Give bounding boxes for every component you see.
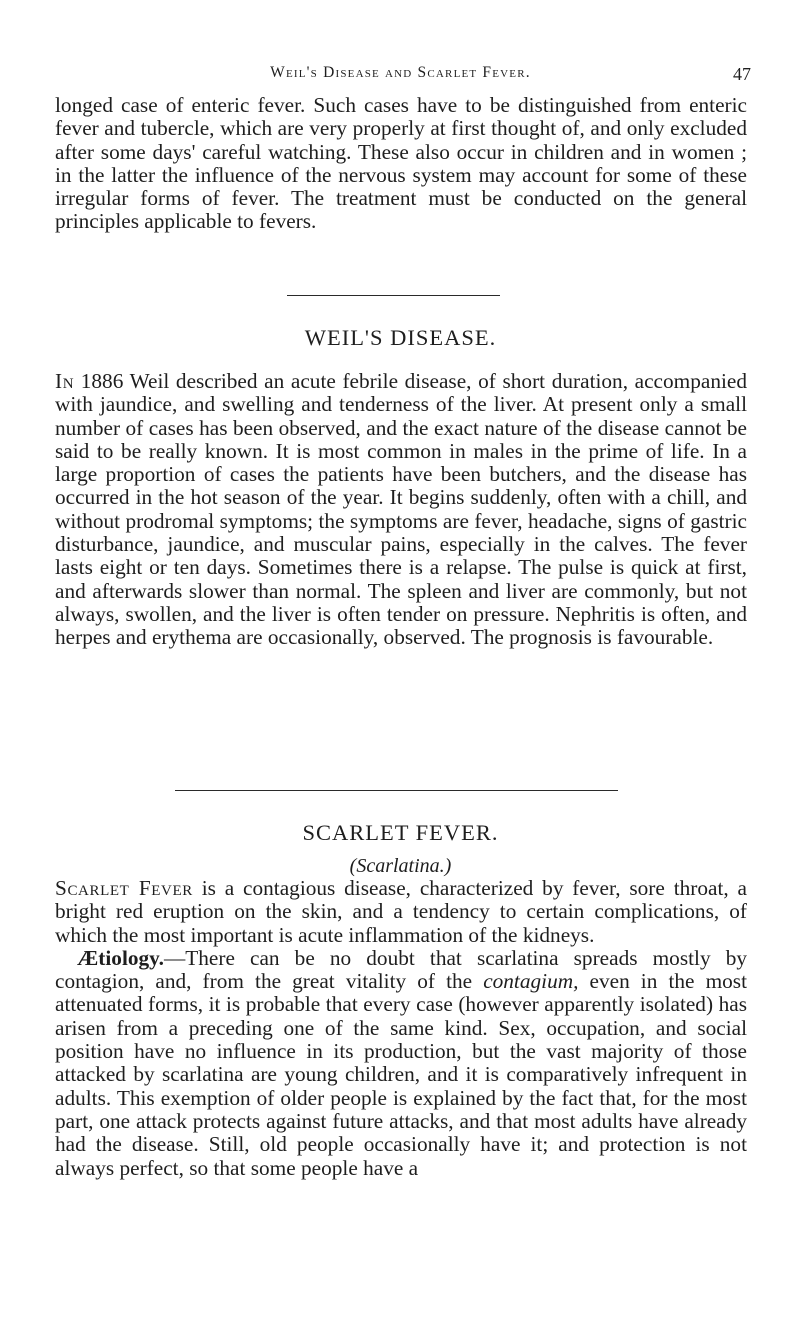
scarlet-fever-section	[55, 877, 747, 1180]
etiology-text-1: —There can be no doubt that scarlatina spreads mostly by contagion, and, from the great vitality of the	[55, 945, 747, 994]
weils-disease-heading: WEIL'S DISEASE.	[304, 325, 497, 350]
section-divider	[175, 790, 618, 791]
scarlet-fever-intro-text: is a contagious disease, characterized by fever, sore throat, a bright red eruption on the skin, and a tendency to certain complications, of which the most important is acute inflammation of the kidneys.	[55, 876, 747, 947]
scarlet-fever-subheading: (Scarlatina.)	[349, 855, 452, 877]
weils-disease-lead: In	[55, 369, 75, 393]
running-head	[0, 64, 801, 88]
weils-disease-section	[55, 370, 747, 650]
scarlet-fever-intro	[55, 877, 747, 947]
weils-disease-paragraph	[55, 370, 747, 650]
continuation-text: longed case of enteric fever. Such cases have to be distinguished from enteric fever and tubercle, which are very properly at first thought of, and only excluded after some days' careful watching. These also occur in children and in women ; in the latter the influence of the nervous system may account for some of these irregular forms of fever. The treatment must be conducted on the general principles applicable to fevers.	[55, 93, 747, 234]
etiology-italic: contagium,	[483, 969, 579, 994]
section-divider	[287, 295, 500, 296]
running-head-title: Weil's Disease and Scarlet Fever.	[270, 64, 531, 81]
page-number: 47	[733, 64, 751, 84]
etiology-paragraph	[55, 947, 747, 1180]
scarlet-fever-heading: SCARLET FEVER.	[302, 820, 499, 845]
etiology-text-2: even in the most attenuated forms, it is probable that every case (however apparently isolated) has arisen from a preceding one of the same kind. Sex, occupation, and social position have no influence in its production, but the vast majority of those attacked by scarlatina are young children, and it is comparatively infrequent in adults. This exemption of older people is explained by the fact that, for the most part, one attack protects against future attacks, and that most adults have already had the disease. Still, old people occasionally have it; and protection is not always perfect, so that some people have a	[55, 969, 747, 1180]
scarlet-fever-lead: Scarlet Fever	[55, 876, 193, 900]
weils-disease-text: 1886 Weil described an acute febrile disease, of short duration, accompanied with jaundice, and swelling and tenderness of the liver. At present only a small number of cases has been observed, and the exact nature of the disease cannot be said to be really known. It is most common in males in the prime of life. In a large proportion of cases the patients have been butchers, and the disease has occurred in the hot season of the year. It begins suddenly, often with a chill, and without prodromal symptoms; the symptoms are fever, headache, signs of gastric disturbance, jaundice, and muscular pains, especially in the calves. The fever lasts eight or ten days. Sometimes there is a relapse. The pulse is quick at first, and afterwards slower than normal. The spleen and liver are commonly, but not always, swollen, and the liver is often tender on pressure. Nephritis is often, and herpes and erythema are occasionally, observed. The prognosis is favourable.	[55, 369, 747, 650]
etiology-label: Ætiology.	[77, 945, 164, 970]
continuation-paragraph	[55, 94, 747, 234]
